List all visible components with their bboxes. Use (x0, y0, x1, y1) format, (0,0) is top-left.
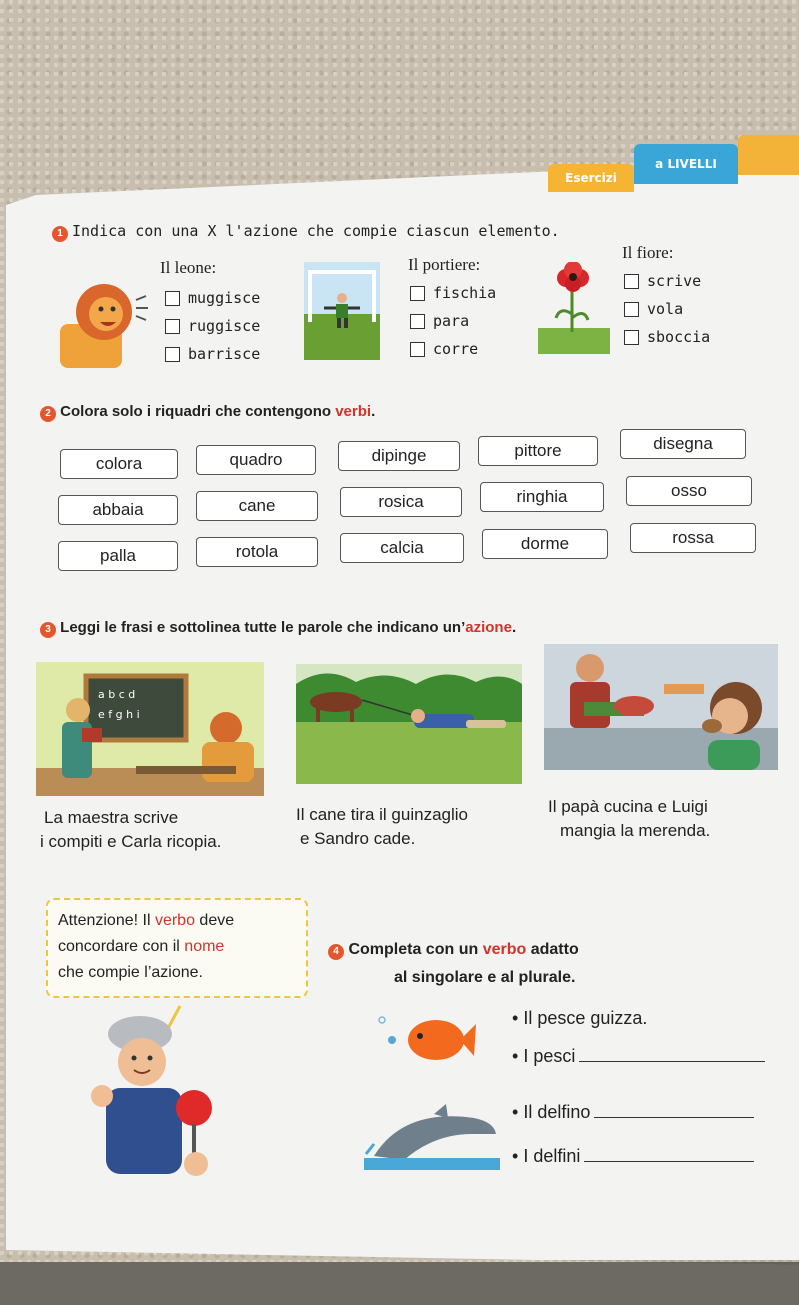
caption-line: Il cane tira il guinzaglio (296, 805, 468, 824)
option-label: vola (647, 300, 684, 318)
ex2-number: 2 (40, 406, 56, 422)
ex4-item-1: • Il pesce guizza. (512, 1008, 648, 1028)
word-box-palla[interactable]: palla (58, 541, 178, 571)
ex4-item-4: • I delfini (512, 1146, 754, 1167)
flower-illustration (538, 262, 610, 354)
caption-line: Il papà cucina e Luigi (548, 797, 708, 816)
caption-kitchen (548, 795, 710, 843)
caption-line: e Sandro cade. (300, 829, 416, 848)
ex3-title (40, 619, 516, 638)
word-box-quadro[interactable]: quadro (196, 445, 316, 475)
answer-blank[interactable] (579, 1060, 765, 1062)
answer-blank[interactable] (584, 1160, 754, 1162)
checkbox[interactable] (165, 291, 180, 306)
word-box-calcia[interactable]: calcia (340, 533, 464, 563)
ex1-subject-fiore: Il fiore: (622, 243, 674, 262)
ex4-title (328, 936, 579, 992)
option-scrive[interactable] (624, 272, 710, 290)
svg-text:e f g h i: e f g h i (98, 708, 140, 721)
ex1-options-leone (165, 289, 260, 363)
ex4-item-text: Il pesce guizza. (523, 1008, 648, 1028)
ex3-title-highlight: azione (465, 619, 512, 636)
ex4-title-line-1 (328, 936, 579, 964)
option-barrisce[interactable] (165, 345, 260, 363)
option-ruggisce[interactable] (165, 317, 260, 335)
ex1-subject-leone: Il leone: (160, 258, 217, 277)
note-text: deve (194, 912, 235, 929)
ex3-title-end: . (511, 619, 517, 636)
ex2-title-highlight: verbi (335, 403, 372, 420)
option-para[interactable] (410, 312, 496, 330)
checkbox[interactable] (624, 302, 639, 317)
ex2-title-text: Colora solo i riquadri che contengono (60, 403, 336, 420)
traffic-officer-illustration (80, 1004, 230, 1190)
ex4-number: 4 (328, 944, 344, 960)
note-highlight: nome (184, 938, 225, 955)
caption-classroom (40, 806, 222, 854)
ex1-title-text: Indica con una X l'azione che compie ciascun elemento. (72, 222, 560, 240)
option-fischia[interactable] (410, 284, 496, 302)
checkbox[interactable] (410, 342, 425, 357)
option-sboccia[interactable] (624, 328, 710, 346)
option-vola[interactable] (624, 300, 710, 318)
checkbox[interactable] (410, 286, 425, 301)
tab-livelli: a LIVELLI (634, 144, 738, 184)
ex4-title-line-2: al singolare e al plurale. (394, 969, 576, 986)
ex4-title-end: adatto (526, 941, 579, 958)
svg-text:a b c d: a b c d (98, 688, 136, 701)
classroom-illustration (36, 662, 264, 796)
ex4-item-3: • Il delfino (512, 1102, 754, 1123)
option-label: scrive (647, 272, 702, 290)
option-label: barrisce (188, 345, 261, 363)
word-box-cane[interactable]: cane (196, 491, 318, 521)
kitchen-illustration (544, 644, 778, 770)
fish-illustration (372, 1006, 476, 1072)
ex1-options-portiere (410, 284, 496, 358)
note-highlight: verbo (154, 912, 195, 929)
ex4-title-text: Completa con un (348, 941, 483, 958)
word-box-rosica[interactable]: rosica (340, 487, 462, 517)
tab-yellow (738, 135, 799, 175)
word-box-disegna[interactable]: disegna (620, 429, 746, 459)
note-line-3: che compie l’azione. (58, 964, 203, 981)
option-label: fischia (433, 284, 497, 302)
note-text: Attenzione! Il (58, 912, 155, 929)
ex1-options-fiore (624, 272, 710, 346)
dog-walk-illustration (296, 664, 522, 784)
ex1-title (52, 222, 560, 242)
checkbox[interactable] (165, 347, 180, 362)
caption-dog (296, 803, 468, 851)
ex4-item-2: • I pesci (512, 1046, 765, 1067)
checkbox[interactable] (165, 319, 180, 334)
word-box-rotola[interactable]: rotola (196, 537, 318, 567)
ex4-item-text: I pesci (523, 1046, 576, 1066)
ex1-subject-portiere: Il portiere: (408, 255, 481, 274)
option-label: muggisce (188, 289, 261, 307)
option-label: corre (433, 340, 479, 358)
option-label: para (433, 312, 470, 330)
word-box-osso[interactable]: osso (626, 476, 752, 506)
word-box-ringhia[interactable]: ringhia (480, 482, 604, 512)
word-box-rossa[interactable]: rossa (630, 523, 756, 553)
note-text: concordare con il (58, 938, 185, 955)
caption-line: mangia la merenda. (560, 821, 711, 840)
floor-strip (0, 1262, 799, 1305)
caption-line: La maestra scrive (44, 808, 179, 827)
option-label: sboccia (647, 328, 711, 346)
dolphin-illustration (364, 1104, 500, 1170)
lion-illustration (58, 282, 154, 372)
ex2-title-end: . (371, 403, 376, 420)
checkbox[interactable] (624, 330, 639, 345)
note-line-1 (58, 908, 296, 934)
word-box-dorme[interactable]: dorme (482, 529, 608, 559)
attention-note (46, 898, 308, 998)
word-box-abbaia[interactable]: abbaia (58, 495, 178, 525)
word-box-dipinge[interactable]: dipinge (338, 441, 460, 471)
ex1-number: 1 (52, 226, 68, 242)
ex4-title-highlight: verbo (482, 941, 527, 958)
checkbox[interactable] (410, 314, 425, 329)
word-box-pittore[interactable]: pittore (478, 436, 598, 466)
option-muggisce[interactable] (165, 289, 260, 307)
option-corre[interactable] (410, 340, 496, 358)
note-line-2 (58, 934, 296, 960)
ex3-title-text: Leggi le frasi e sottolinea tutte le parole che indicano un’ (60, 619, 466, 636)
checkbox[interactable] (624, 274, 639, 289)
caption-line: i compiti e Carla ricopia. (40, 832, 222, 851)
ex2-title (40, 403, 375, 422)
goalkeeper-illustration (304, 262, 380, 360)
ex3-number: 3 (40, 622, 56, 638)
option-label: ruggisce (188, 317, 261, 335)
tab-esercizi: Esercizi (548, 164, 634, 192)
answer-blank[interactable] (594, 1116, 754, 1118)
ex4-item-text: I delfini (523, 1146, 581, 1166)
word-box-colora[interactable]: colora (60, 449, 178, 479)
ex4-item-text: Il delfino (523, 1102, 591, 1122)
